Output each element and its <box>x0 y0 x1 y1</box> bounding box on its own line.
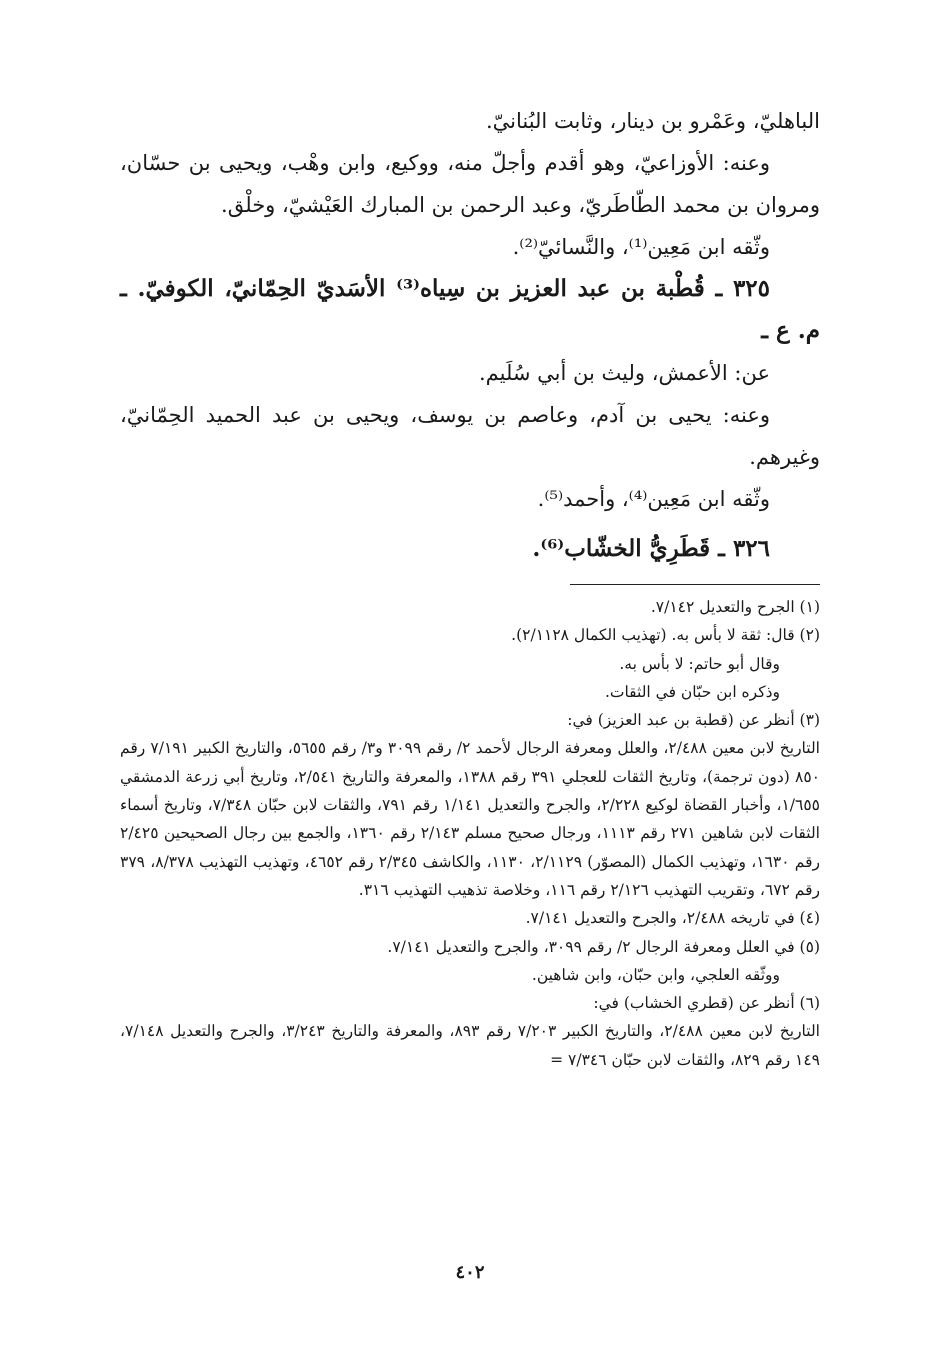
footnote-3-sources: التاريخ لابن معين ٢/٤٨٨، والعلل ومعرفة الرجال لأحمد ٢/ رقم ٣٠٩٩ و٣/ رقم ٥٦٥٥، والتاريخ الكبير ٧/١٩١ رقم ٨٥٠ (دون ترجمة)، وتاريخ الثقات للعجلي ٣٩١ رقم ١٣٨٨، والمعرفة والتاريخ ٢/٥٤١، وتاريخ أبي زرعة الدمشقي ١/٦٥٥، وأخبار القضاة لوكيع ٢/٢٢٨، والجرح والتعديل ١/١٤١ رقم ٧٩١، والثقات لابن حبّان ٧/٣٤٨، وتاريخ أسماء الثقات لابن شاهين ٢٧١ رقم ١١١٣، ورجال صحيح مسلم ٢/١٤٣ رقم ١٣٦٠، والجمع بين رجال الصحيحين ٢/٤٢٥ رقم ١٦٣٠، وتهذيب الكمال (المصوّر) ٢/١١٢٩، ١١٣٠، والكاشف ٢/٣٤٥ رقم ٤٦٥٢، وتهذيب التهذيب ٨/٣٧٨، ٣٧٩ رقم ٦٧٢، وتقريب التهذيب ٢/١٢٦ رقم ١١٦، وخلاصة تذهيب التهذيب ٣١٦. <box>120 739 821 899</box>
footnote-5: (٥) في العلل ومعرفة الرجال ٢/ رقم ٣٠٩٩، والجرح والتعديل ٧/١٤١. <box>387 937 820 956</box>
footnote-4: (٤) في تاريخه ٢/٤٨٨، والجرح والتعديل ٧/١٤١. <box>525 909 820 928</box>
entry-325-students: وعنه: يحيى بن آدم، وعاصم بن يوسف، ويحيى بن عبد الحميد الحِمّانيّ، وغيرهم. <box>120 403 820 469</box>
main-text <box>120 100 820 570</box>
entry-325-teachers: عن: الأعمش، وليث بن أبي سُلَيم. <box>478 361 770 385</box>
footnote-2: (٢) قال: ثقة لا بأس به. (تهذيب الكمال ٢/١١٢٨). <box>511 626 820 645</box>
text-line: الباهليّ، وعَمْرو بن دينار، وثابت البُنانيّ. <box>485 109 820 133</box>
footnote-divider <box>570 584 820 585</box>
paragraph-narrators: وعنه: الأوزاعيّ، وهو أقدم وأجلّ منه، ووكيع، وابن وهْب، ويحيى بن حسّان، ومروان بن محمد الطّاطَريّ، وعبد الرحمن بن المبارك العَيْشيّ، وخلْق. <box>120 151 820 217</box>
page-body <box>120 100 820 1300</box>
footnotes <box>120 593 820 1074</box>
entry-326-heading: ٣٢٦ ـ قَطَرِيُّ الخشّاب⁽⁶⁾. <box>532 535 770 562</box>
entry-325-authentication: وثّقه ابن مَعِين⁽⁴⁾، وأحمد⁽⁵⁾. <box>537 487 770 511</box>
paragraph-authentication: وثّقه ابن مَعِين⁽¹⁾، والنَّسائيّ⁽²⁾. <box>512 235 770 259</box>
footnote-5-line-a: ووثّقه العلجي، وابن حبّان، وابن شاهين. <box>531 965 780 984</box>
footnote-2-line-b: وذكره ابن حبّان في الثقات. <box>604 682 780 701</box>
footnote-1: (١) الجرح والتعديل ٧/١٤٢. <box>650 598 820 616</box>
footnote-2-line-a: وقال أبو حاتم: لا بأس به. <box>619 654 780 673</box>
footnote-6-sources: التاريخ لابن معين ٢/٤٨٨، والتاريخ الكبير ٧/٢٠٣ رقم ٨٩٣، والمعرفة والتاريخ ٣/٢٤٣، والجرح والتعديل ٧/١٤٨، ١٤٩ رقم ٨٢٩، والثقات لابن حبّان ٧/٣٤٦ = <box>120 1022 820 1069</box>
footnote-3: (٣) أنظر عن (قطبة بن عبد العزيز) في: <box>567 711 820 730</box>
entry-325-heading: ٣٢٥ ـ قُطْبة بن عبد العزيز بن سِياه⁽³⁾ الأسَديّ الحِمّانيّ، الكوفيّ. ـ م. ع ـ <box>120 275 820 344</box>
page-number: ٤٠٢ <box>455 1262 485 1283</box>
footnote-6: (٦) أنظر عن (قطري الخشاب) في: <box>593 994 820 1013</box>
